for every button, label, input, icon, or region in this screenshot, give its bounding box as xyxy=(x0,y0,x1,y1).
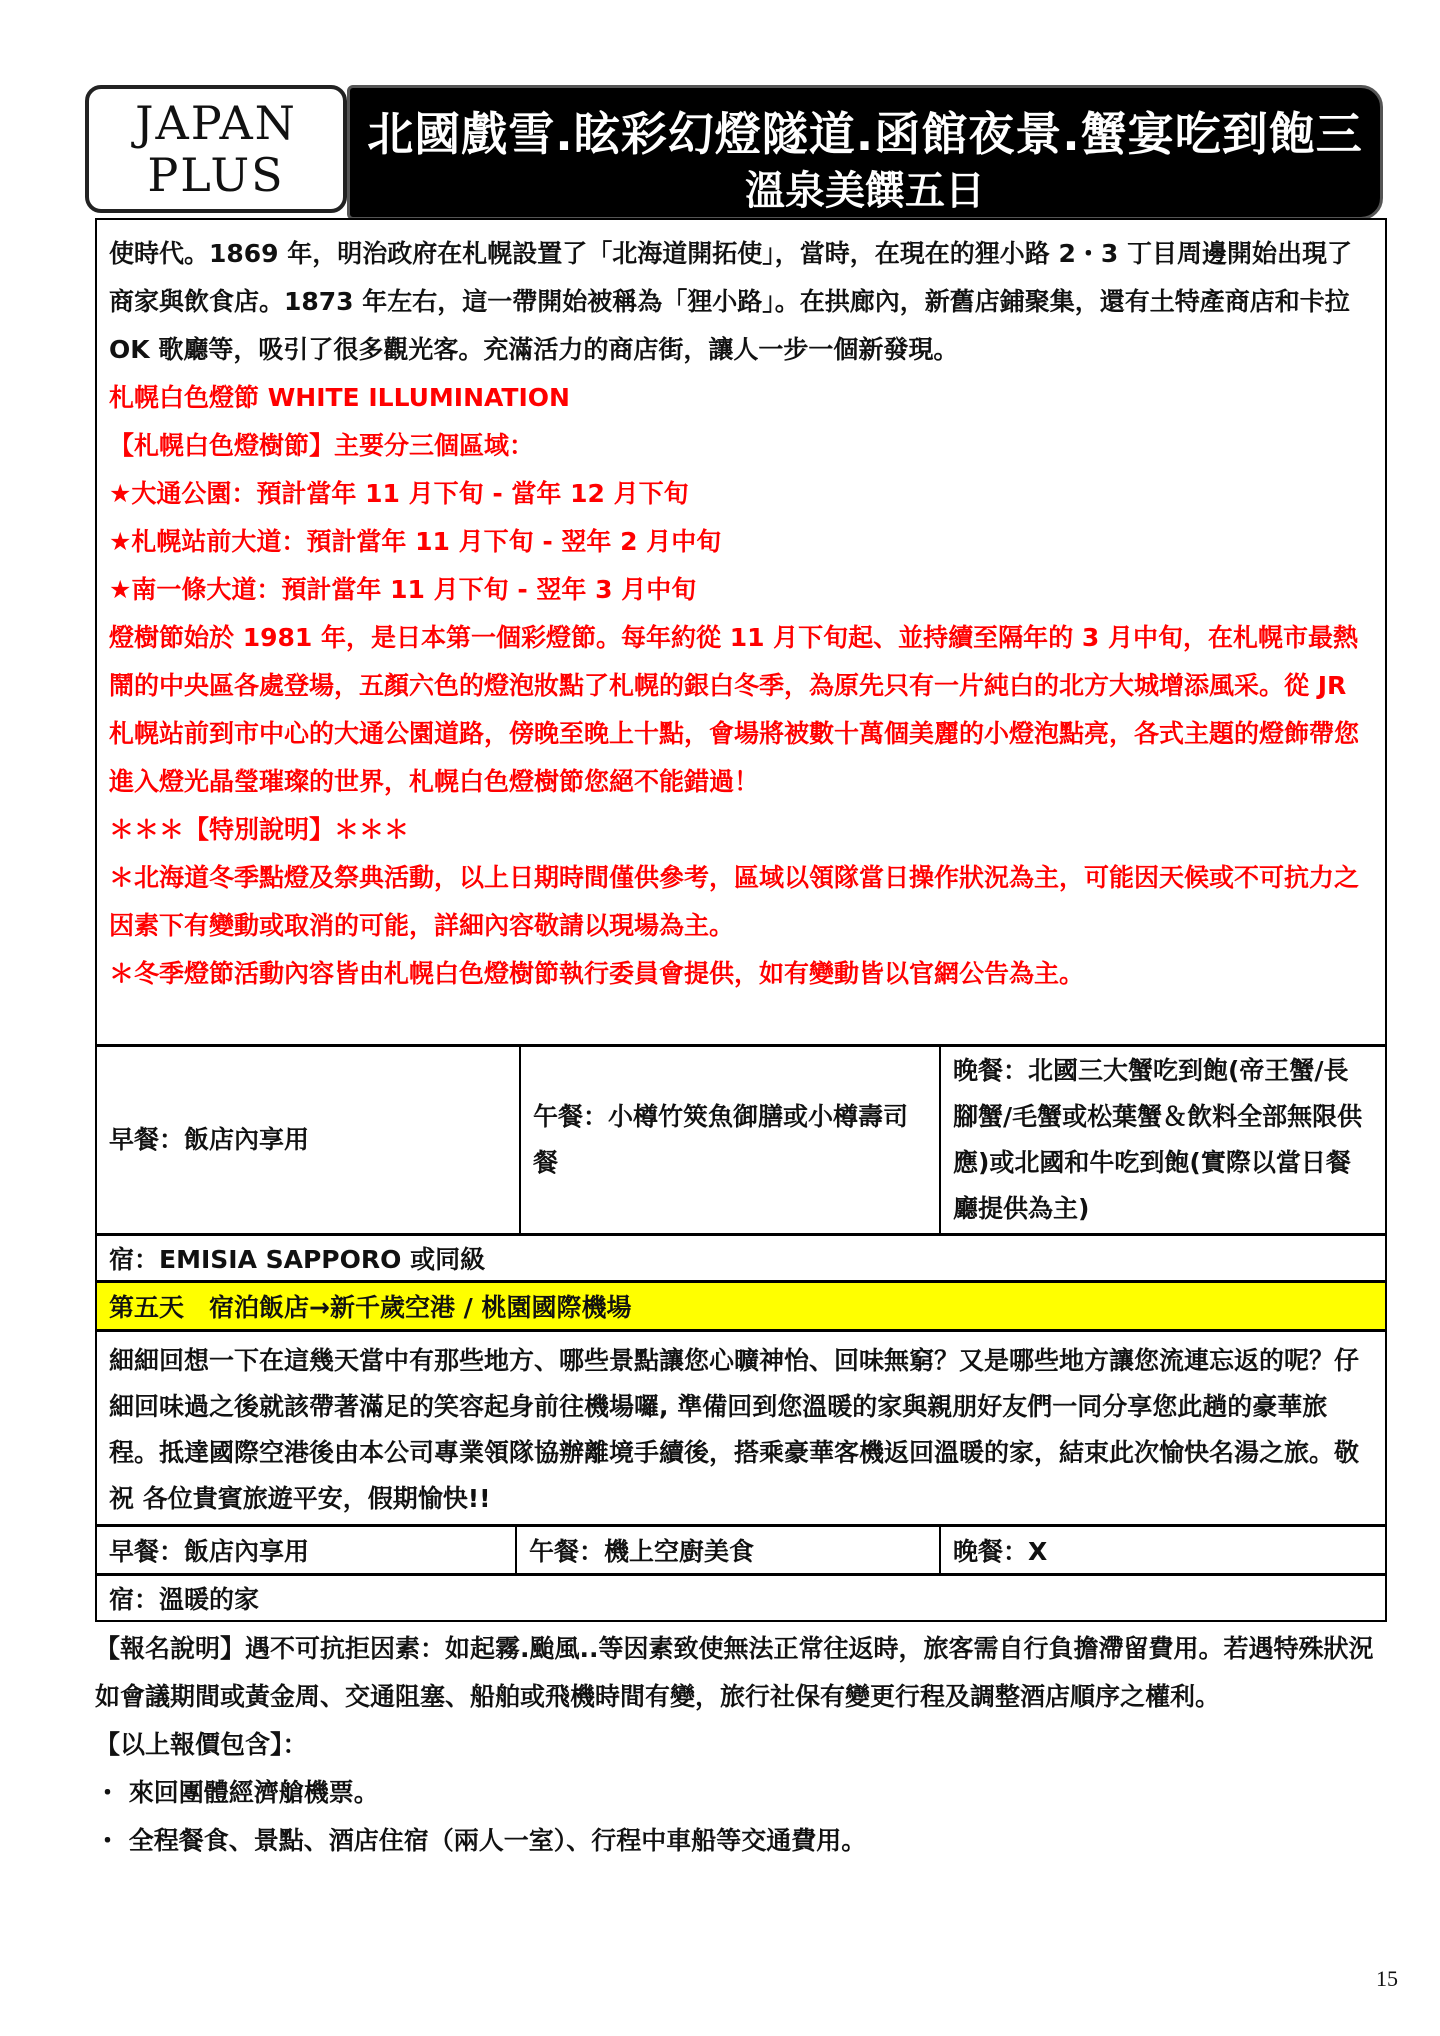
day4-dinner: 晚餐：北國三大蟹吃到飽(帝王蟹/長腳蟹/毛蟹或松葉蟹＆飲料全部無限供應)或北國和牛吃到飽(實際以當日餐廳提供為主) xyxy=(953,1056,1363,1223)
day5-dinner: 晚餐：X xyxy=(953,1537,1048,1566)
brand-logo xyxy=(85,85,347,213)
area-minami-ichijo: ★南一條大道：預計當年 11 月下旬 - 翌年 3 月中旬 xyxy=(109,575,697,604)
day4-description-box xyxy=(95,218,1387,1046)
day4-lunch: 午餐：小樽竹筴魚御膳或小樽壽司餐 xyxy=(521,1047,941,1233)
logo-line2: PLUS xyxy=(147,148,285,202)
logo-line1: JAPAN xyxy=(135,96,297,150)
special-note-2: ＊冬季燈節活動內容皆由札幌白色燈樹節執行委員會提供，如有變動皆以官網公告為主。 xyxy=(109,959,1085,988)
tour-title-bar xyxy=(347,85,1383,220)
day5-heading: 第五天 宿泊飯店→新千歲空港 / 桃園國際機場 xyxy=(95,1281,1387,1331)
day5-description: 細細回想一下在這幾天當中有那些地方、哪些景點讓您心曠神怡、回味無窮？又是哪些地方讓您流連忘返的呢？仔細回味過之後就該帶著滿足的笑容起身前往機場囉, 準備回到您溫暖的家與親朋好友們一同分享您此趟的豪華旅程。抵達國際空港後由本公司專業領隊協辦離境手續後，搭乘豪華客機返回溫暖的家，結束此次愉快名湯之旅。敬祝 各位貴賓旅遊平安，假期愉快!! xyxy=(109,1346,1360,1513)
day5-description-box xyxy=(95,1330,1387,1526)
registration-note: 【報名說明】遇不可抗拒因素：如起霧.颱風..等因素致使無法正常往返時，旅客需自行負擔滯留費用。若遇特殊狀況如會議期間或黃金周、交通阻塞、船舶或飛機時間有變，旅行社保有變更行程及調整酒店順序之權利。 xyxy=(95,1634,1374,1711)
areas-heading: 【札幌白色燈樹節】主要分三個區域： xyxy=(109,431,535,460)
tour-title-line1: 北國戲雪.眩彩幻燈隧道.函館夜景.蟹宴吃到飽三 xyxy=(367,107,1363,161)
tanukikoji-intro: 使時代。1869 年，明治政府在札幌設置了「北海道開拓使」，當時，在現在的狸小路 2・3 丁目周邊開始出現了商家與飲食店。1873 年左右，這一帶開始被稱為「狸小路」。在拱廊內，新舊店鋪聚集，還有土特產商店和卡拉 OK 歌廳等，吸引了很多觀光客。充滿活力的商店街，讓人一步一個新發現。 xyxy=(109,239,1352,364)
area-odori: ★大通公園：預計當年 11 月下旬 - 當年 12 月下旬 xyxy=(109,479,689,508)
includes-heading: 【以上報價包含】： xyxy=(95,1730,308,1759)
tour-title-line2: 溫泉美饌五日 xyxy=(745,168,985,214)
day4-meals-row xyxy=(95,1045,1387,1235)
special-note-1: ＊北海道冬季點燈及祭典活動，以上日期時間僅供參考，區域以領隊當日操作狀況為主，可能因天候或不可抗力之因素下有變動或取消的可能，詳細內容敬請以現場為主。 xyxy=(109,863,1360,940)
include-item-1: ・ 來回團體經濟艙機票。 xyxy=(95,1778,379,1807)
day4-hotel: 宿：EMISIA SAPPORO 或同級 xyxy=(95,1234,1387,1282)
day4-breakfast: 早餐：飯店內享用 xyxy=(97,1047,521,1233)
festival-description: 燈樹節始於 1981 年，是日本第一個彩燈節。每年約從 11 月下旬起、並持續至隔年的 3 月中旬，在札幌市最熱鬧的中央區各處登場，五顏六色的燈泡妝點了札幌的銀白冬季，為原先只有一片純白的北方大城增添風采。從 JR 札幌站前到市中心的大通公園道路，傍晚至晚上十點，會場將被數十萬個美麗的小燈泡點亮，各式主題的燈飾帶您進入燈光晶瑩璀璨的世界，札幌白色燈樹節您絕不能錯過！ xyxy=(109,623,1360,796)
page-number: 15 xyxy=(1376,1966,1398,1991)
day5-lunch: 午餐：機上空廚美食 xyxy=(517,1527,941,1573)
include-item-2: ・ 全程餐食、景點、酒店住宿（兩人一室）、行程中車船等交通費用。 xyxy=(95,1826,867,1855)
day5-hotel: 宿：溫暖的家 xyxy=(95,1574,1387,1622)
notes-section xyxy=(95,1625,1395,1865)
page-header xyxy=(85,85,1383,220)
day5-breakfast: 早餐：飯店內享用 xyxy=(97,1527,517,1573)
special-note-heading: ＊＊＊【特別說明】＊＊＊ xyxy=(109,815,410,844)
white-illumination-title: 札幌白色燈節 WHITE ILLUMINATION xyxy=(109,383,570,412)
area-station: ★札幌站前大道：預計當年 11 月下旬 - 翌年 2 月中旬 xyxy=(109,527,722,556)
day5-meals-row xyxy=(95,1525,1387,1575)
